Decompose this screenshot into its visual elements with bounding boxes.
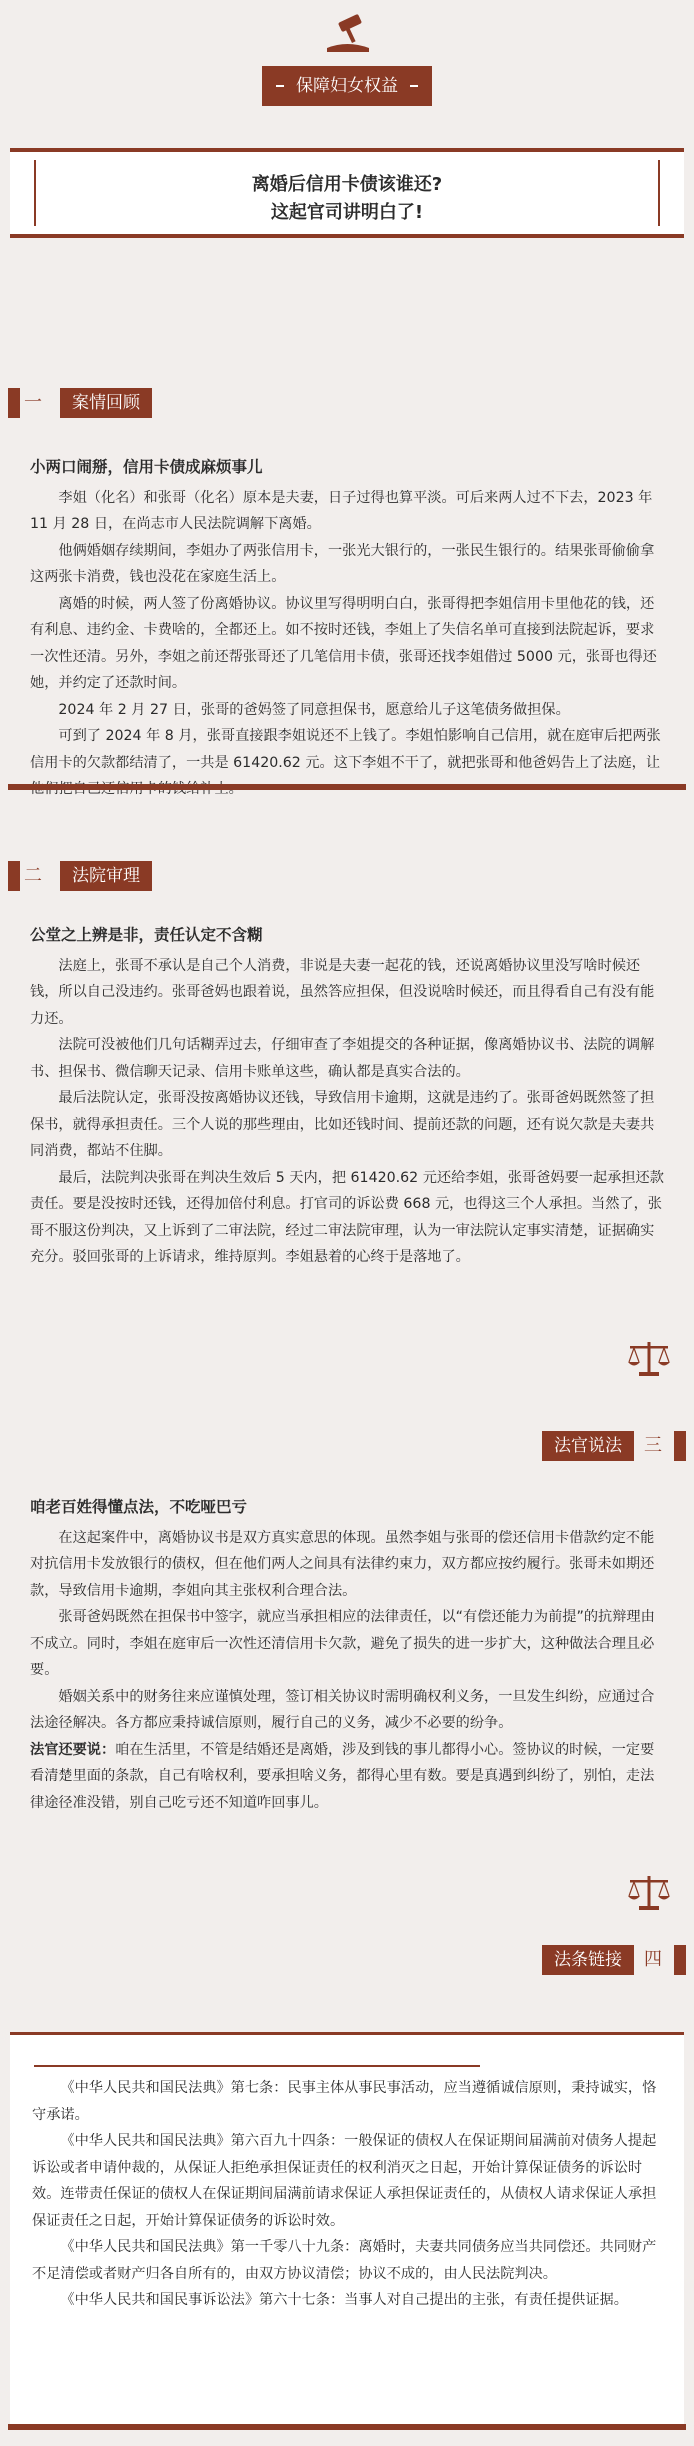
section-1-number: 一 bbox=[24, 392, 42, 413]
law-article: 《中华人民共和国民法典》第七条：民事主体从事民事活动，应当遵循诚信原则，秉持诚实，恪守承诺。 bbox=[32, 2080, 657, 2123]
section-2-paragraph: 法庭上，张哥不承认是自己个人消费，非说是夫妻一起花的钱，还说离婚协议里没写啥时候还钱，所以自己没违约。张哥爸妈也跟着说，虽然答应担保，但没说啥时候还，而且得看自己有没有能力还。 bbox=[30, 957, 655, 1027]
section-3-paragraph: 张哥爸妈既然在担保书中签字，就应当承担相应的法律责任，以“有偿还能力为前提”的抗辩理由不成立。同时，李姐在庭审后一次性还清信用卡欠款，避免了损失的进一步扩大，这种做法合理且必要。 bbox=[30, 1609, 655, 1678]
law-links-content bbox=[32, 2075, 662, 2314]
section-2-marker bbox=[8, 861, 20, 891]
article-title-line-1: 离婚后信用卡债该谁还? bbox=[251, 174, 443, 195]
section-3-label: 法官说法 bbox=[542, 1431, 634, 1461]
section-3-number: 三 bbox=[644, 1435, 662, 1456]
section-4-number: 四 bbox=[644, 1949, 662, 1970]
judge-reminder-label: 法官还要说： bbox=[30, 1741, 116, 1758]
section-3-paragraph: 在这起案件中，离婚协议书是双方真实意思的体现。虽然李姐与张哥的偿还信用卡借款约定不能对抗信用卡发放银行的债权，但在他们两人之间具有法律约束力，双方都应按约履行。张哥未如期还款，导致信用卡逾期，李姐向其主张权利合理合法。 bbox=[30, 1529, 655, 1599]
section-2-paragraph: 法院可没被他们几句话糊弄过去，仔细审查了李姐提交的各种证据，像离婚协议书、法院的调解书、担保书、微信聊天记录、信用卡账单这些，确认都是真实合法的。 bbox=[30, 1037, 655, 1080]
section-2-label: 法院审理 bbox=[60, 861, 152, 891]
section-3-marker bbox=[674, 1431, 686, 1461]
law-article: 《中华人民共和国民事诉讼法》第六十七条：当事人对自己提出的主张，有责任提供证据。 bbox=[60, 2292, 628, 2308]
footer-bar bbox=[8, 2424, 686, 2430]
section-1-heading: 小两口闹掰，信用卡债成麻烦事儿 bbox=[30, 458, 263, 476]
section-2-heading: 公堂之上辨是非，责任认定不含糊 bbox=[30, 926, 263, 944]
section-1-paragraph: 可到了 2024 年 8 月，张哥直接跟李姐说还不上钱了。李姐怕影响自己信用，就在庭审后把两张信用卡的欠款都结清了，一共是 61420.62 元。这下李姐不干了，就把张哥和他爸妈告上了法庭，让 bbox=[30, 728, 661, 771]
section-3-content bbox=[30, 1494, 668, 1816]
section-2-number: 二 bbox=[24, 865, 42, 886]
section-2-paragraph: 最后法院认定，张哥没按离婚协议还钱，导致信用卡逾期，这就是违约了。张哥爸妈既然签了担保书，就得承担责任。三个人说的那些理由，比如还钱时间、提前还款的问题，还有说欠款是夫妻共同消费，都站不住脚。 bbox=[30, 1090, 655, 1159]
article-title-line-2: 这起官司讲明白了! bbox=[270, 202, 424, 223]
section-4-marker bbox=[674, 1945, 686, 1975]
section-3-heading: 咱老百姓得懂点法，不吃哑巴亏 bbox=[30, 1498, 248, 1516]
section-1-marker bbox=[8, 388, 20, 418]
section-divider bbox=[8, 784, 686, 790]
law-article: 《中华人民共和国民法典》第六百九十四条：一般保证的债权人在保证期间届满前对债务人提起诉讼或者申请仲裁的，从保证人拒绝承担保证责任的权利消灭之日起，开始计算保证债务的诉讼时效。连带责任保证的债权人在保证期间届满前请求保证人承担保证责任的，从债权人请求保证人承担保证责任之日起，开始计算保证债务的诉讼时效。 bbox=[32, 2133, 657, 2229]
section-1-paragraph: 离婚的时候，两人签了份离婚协议。协议里写得明明白白，张哥得把李姐信用卡里他花的钱，还有利息、违约金、卡费啥的，全都还上。如不按时还钱，李姐上了失信名单可直接到法院起诉，要求一次性还清。另外，李姐之前还帮张哥还了几笔信用卡债，张哥还找李姐借过 5000 元，张哥也得还她，并约定了还款时间。 bbox=[30, 595, 657, 691]
section-1-paragraph: 李姐（化名）和张哥（化名）原本是夫妻，日子过得也算平淡。可后来两人过不下去，2023 年 11 月 28 日，在尚志市人民法院调解下离婚。 bbox=[30, 489, 653, 532]
section-1-paragraph: 他俩婚姻存续期间，李姐办了两张信用卡，一张光大银行的，一张民生银行的。结果张哥偷偷拿这两张卡消费，钱也没花在家庭生活上。 bbox=[30, 542, 655, 585]
gavel-icon bbox=[317, 14, 377, 56]
section-1-label: 案情回顾 bbox=[60, 388, 152, 418]
judge-reminder bbox=[30, 1737, 668, 1817]
law-box-rule bbox=[34, 2065, 480, 2067]
section-1-paragraph: 2024 年 2 月 27 日，张哥的爸妈签了同意担保书，愿意给儿子这笔债务做担保。 bbox=[58, 701, 570, 718]
scales-icon bbox=[626, 1872, 672, 1912]
scales-icon bbox=[626, 1338, 672, 1378]
judge-reminder-text: 咱在生活里，不管是结婚还是离婚，涉及到钱的事儿都得小心。签协议的时候，一定要看清楚里面的条款，自己有啥权利，要承担啥义务，都得心里有数。要是真遇到纠纷了，别怕，走法律途径准没错，别自己吃亏还不知道咋回事儿。 bbox=[30, 1741, 655, 1811]
section-3-paragraph: 婚姻关系中的财务往来应谨慎处理，签订相关协议时需明确权利义务，一旦发生纠纷，应通过合法途径解决。各方都应秉持诚信原则，履行自己的义务，减少不必要的纷争。 bbox=[30, 1688, 655, 1731]
law-links-box bbox=[10, 2032, 684, 2424]
section-1-content bbox=[30, 454, 668, 803]
law-article: 《中华人民共和国民法典》第一千零八十九条：离婚时，夫妻共同债务应当共同偿还。共同财产不足清偿或者财产归各自所有的，由双方协议清偿；协议不成的，由人民法院判决。 bbox=[32, 2239, 657, 2282]
section-2-paragraph: 最后，法院判决张哥在判决生效后 5 天内，把 61420.62 元还给李姐，张哥爸妈要一起承担还款责任。要是没按时还钱，还得加倍付利息。打官司的诉讼费 668 元，也得这三个人承担。当然了，张哥不服这份判决，又上诉到了二审法院，经过二审法院审理，认为一审法院认定事实清楚，证据确实充分。驳回张哥的上诉请求，维持原判。李姐悬着的心终于是落地了。 bbox=[30, 1169, 664, 1265]
section-2-content bbox=[30, 922, 668, 1271]
section-4-label: 法条链接 bbox=[542, 1945, 634, 1975]
topic-tag: 保障妇女权益 bbox=[262, 66, 432, 106]
article-title-box bbox=[10, 148, 684, 238]
